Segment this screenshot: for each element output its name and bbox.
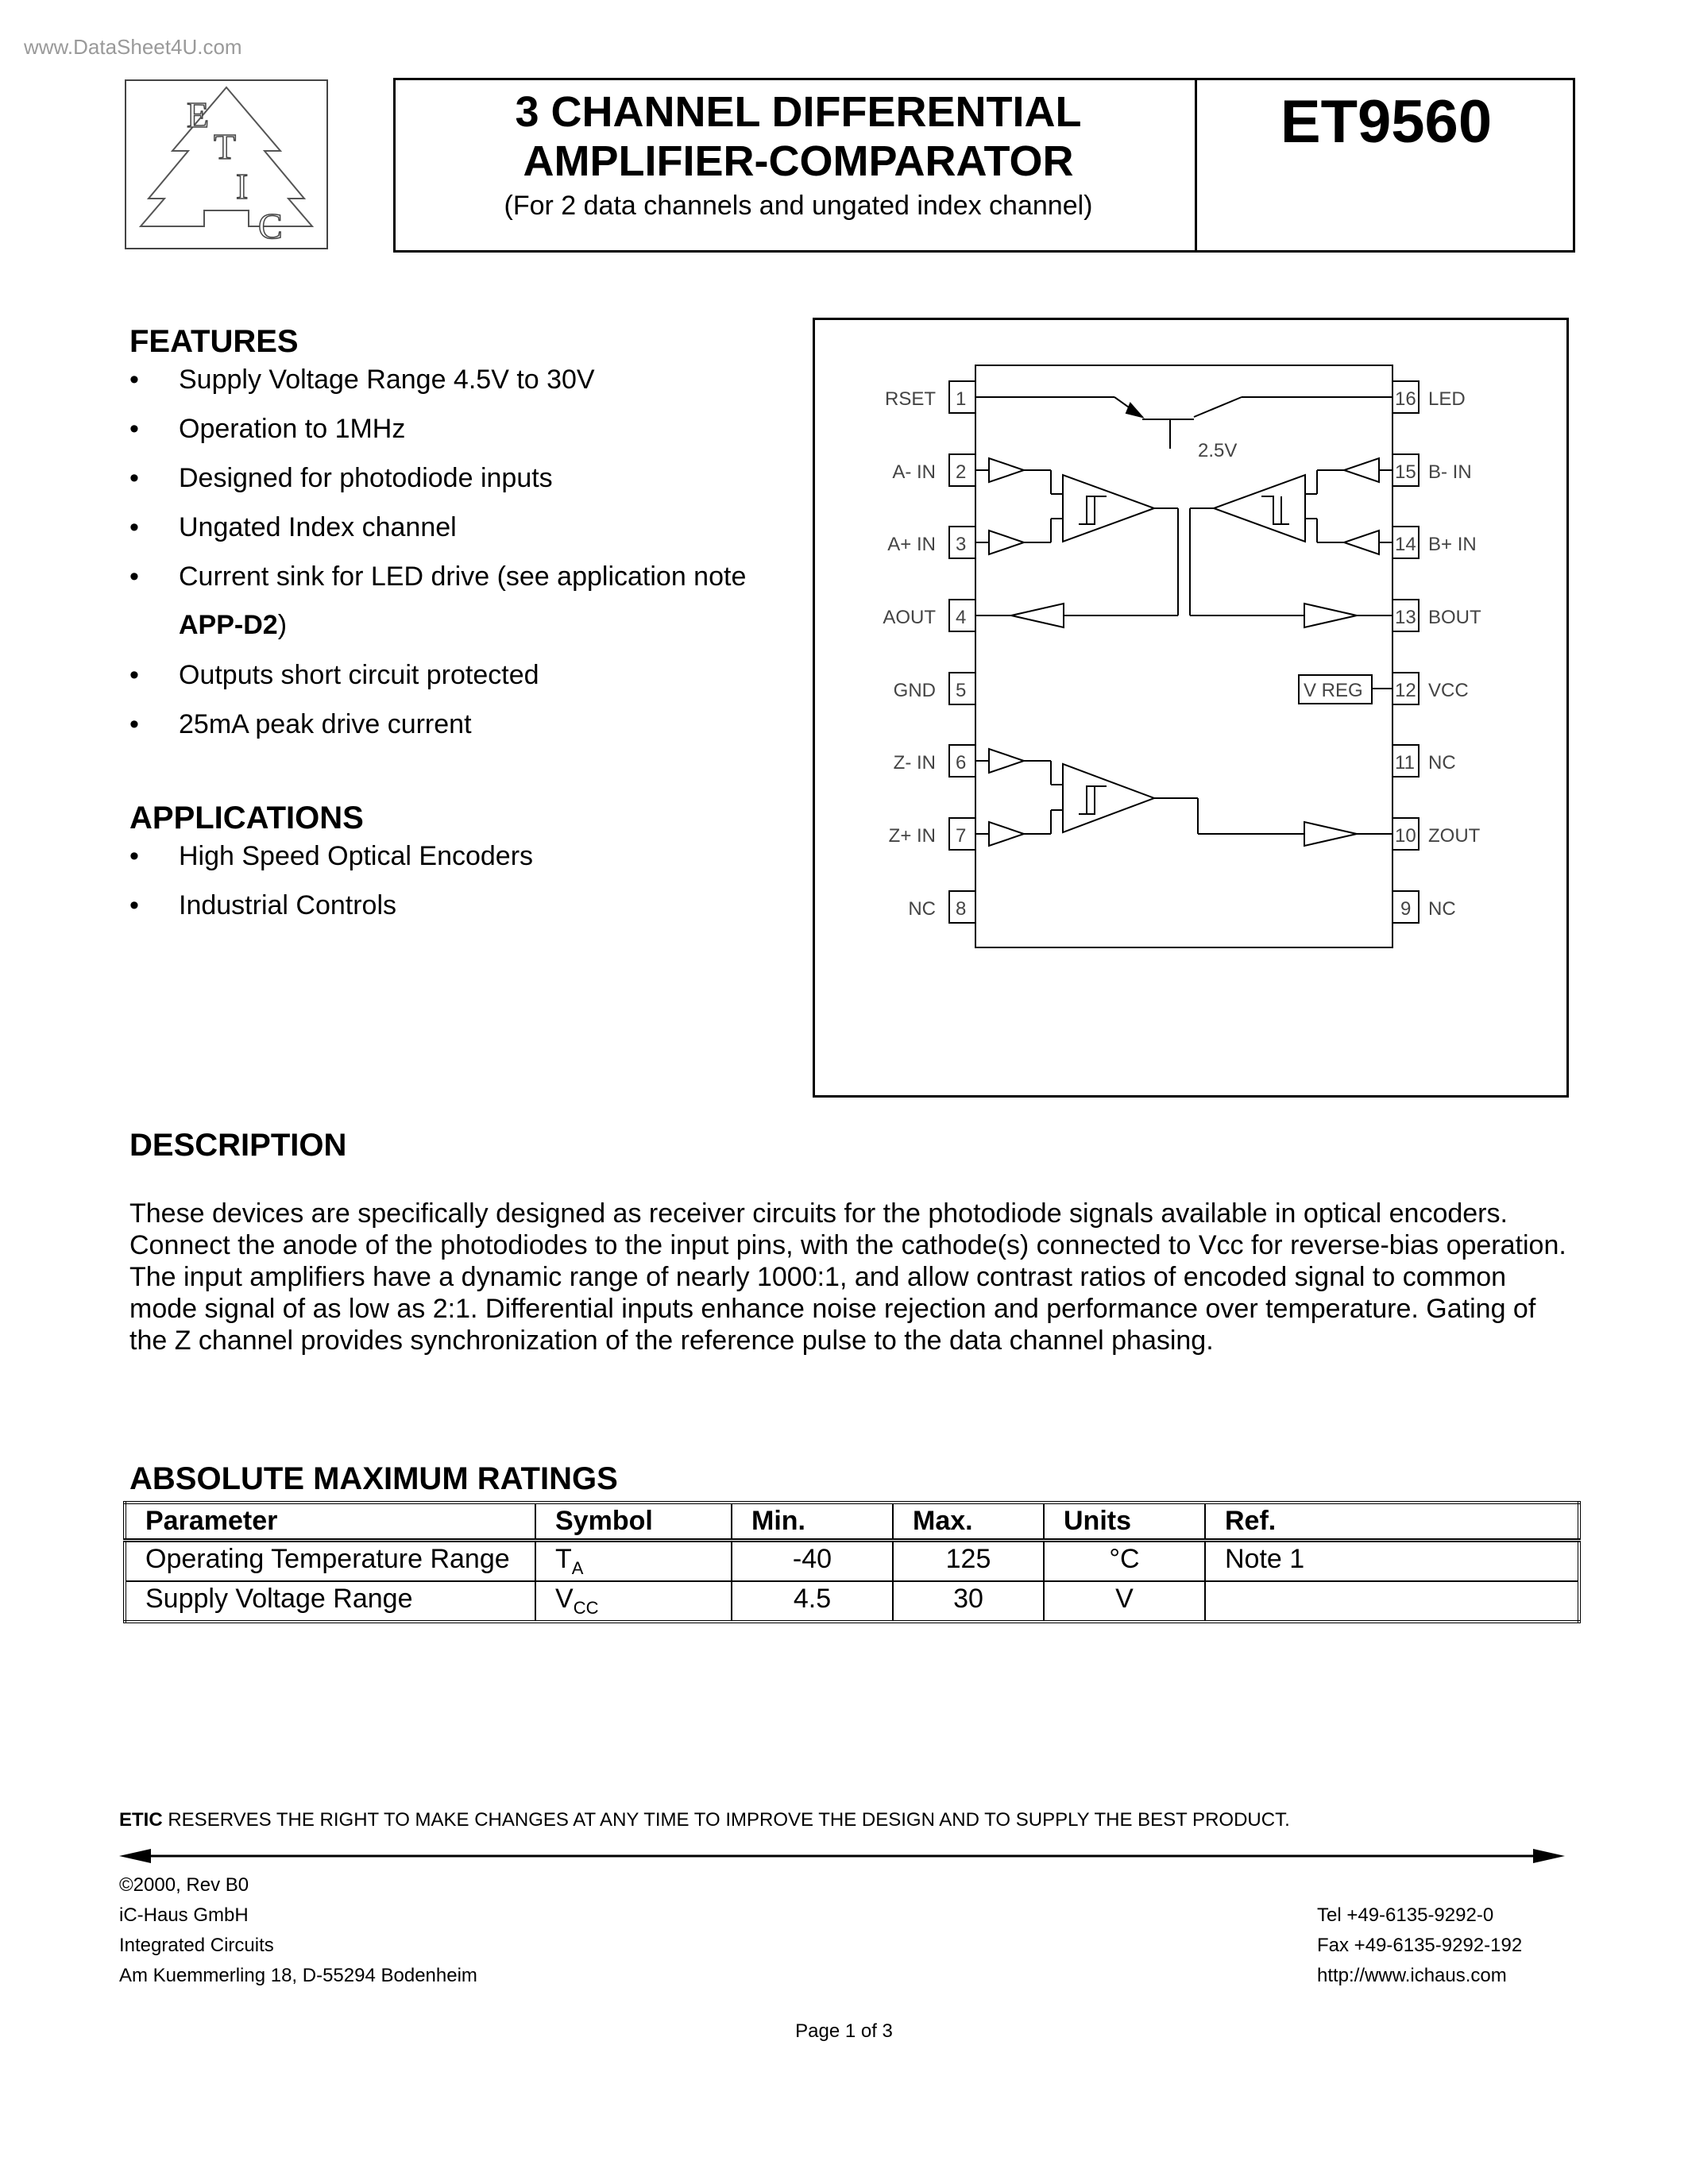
list-item: • Designed for photodiode inputs (129, 463, 553, 493)
cell-max: 30 (893, 1581, 1044, 1622)
cell-units: V (1044, 1581, 1205, 1622)
ratings-table (123, 1501, 1581, 1623)
cell-max: 125 (893, 1541, 1044, 1581)
column-header: Parameter (125, 1503, 535, 1541)
pin-label: VCC (1428, 680, 1469, 701)
pin-number: 14 (1395, 534, 1416, 555)
feature-text: 25mA peak drive current (179, 709, 472, 739)
pin-number: 9 (1400, 898, 1412, 920)
telephone: Tel +49-6135-9292-0 (1317, 1904, 1494, 1926)
pin-label: Z+ IN (888, 825, 936, 847)
pin-label: NC (1428, 898, 1456, 920)
pin-label: NC (908, 898, 936, 920)
column-header: Symbol (535, 1503, 732, 1541)
symbol-main: T (555, 1544, 572, 1574)
pin-label: Z- IN (893, 752, 936, 774)
pin-label: A+ IN (887, 534, 936, 555)
list-item: • Operation to 1MHz (129, 414, 406, 444)
page-number: Page 1 of 3 (795, 2020, 893, 2042)
list-item: • Supply Voltage Range 4.5V to 30V (129, 365, 595, 395)
feature-text: Operation to 1MHz (179, 414, 406, 444)
pin-number: 2 (956, 461, 967, 483)
features-heading: FEATURES (129, 324, 299, 359)
app-note-ref: APP-D2 (179, 610, 278, 640)
pin-label: B+ IN (1428, 534, 1477, 555)
cell-units: °C (1044, 1541, 1205, 1581)
pin-number: 5 (956, 680, 967, 701)
feature-text: Ungated Index channel (179, 512, 457, 542)
applications-list (129, 840, 533, 939)
application-text: High Speed Optical Encoders (179, 841, 534, 871)
column-header: Max. (893, 1503, 1044, 1541)
column-header: Min. (732, 1503, 893, 1541)
list-item: • Industrial Controls (129, 890, 397, 920)
cell-min: 4.5 (732, 1581, 893, 1622)
logo-letter-e: E (187, 95, 210, 135)
feature-text: Designed for photodiode inputs (179, 463, 553, 493)
cell-min: -40 (732, 1541, 893, 1581)
table-row (125, 1541, 1579, 1581)
pin-number: 10 (1395, 825, 1416, 847)
feature-continuation (179, 610, 287, 641)
pin-label: B- IN (1428, 461, 1472, 483)
pin-number: 8 (956, 898, 967, 920)
company-division: Integrated Circuits (119, 1935, 274, 1956)
copyright: ©2000, Rev B0 (119, 1874, 249, 1896)
applications-heading: APPLICATIONS (129, 801, 364, 835)
column-header: Ref. (1205, 1503, 1579, 1541)
company-name: iC-Haus GmbH (119, 1904, 249, 1926)
list-item: • Ungated Index channel (129, 512, 457, 542)
part-number: ET9560 (1280, 88, 1493, 156)
pin-label: NC (1428, 752, 1456, 774)
disclaimer (119, 1809, 1290, 1831)
feature-text: Outputs short circuit protected (179, 660, 539, 690)
pin-label: AOUT (883, 607, 936, 628)
company-address: Am Kuemmerling 18, D-55294 Bodenheim (119, 1965, 477, 1986)
cell-symbol (535, 1581, 732, 1622)
pin-label: A- IN (892, 461, 936, 483)
disclaimer-text: RESERVES THE RIGHT TO MAKE CHANGES AT ANY TIME TO IMPROVE THE DESIGN AND TO SUPPLY THE BEST PRODUCT. (162, 1809, 1290, 1831)
pin-number: 11 (1395, 752, 1415, 774)
column-header: Units (1044, 1503, 1205, 1541)
pin-number: 4 (956, 607, 967, 628)
pin-number: 16 (1395, 388, 1416, 410)
pin-number: 15 (1395, 461, 1416, 483)
pin-label: BOUT (1428, 607, 1481, 628)
list-item: • Current sink for LED drive (see application note (129, 561, 747, 592)
ratings-heading: ABSOLUTE MAXIMUM RATINGS (129, 1461, 618, 1496)
pin-label: GND (893, 680, 936, 701)
cell-symbol (535, 1541, 732, 1581)
cell-ref (1205, 1581, 1579, 1622)
feature-continuation-tail: ) (277, 610, 288, 640)
list-item: • High Speed Optical Encoders (129, 841, 534, 871)
list-item: • 25mA peak drive current (129, 709, 472, 739)
table-row (125, 1581, 1579, 1622)
table-header-row (125, 1503, 1579, 1541)
pin-number: 7 (956, 825, 967, 847)
title-line-1: 3 CHANNEL DIFFERENTIAL (515, 88, 1082, 136)
pin-label: LED (1428, 388, 1466, 410)
pin-label: ZOUT (1428, 825, 1481, 847)
list-item: • Outputs short circuit protected (129, 660, 539, 690)
description-heading: DESCRIPTION (129, 1128, 347, 1163)
logo-letter-t: T (214, 126, 237, 167)
pin-number: 6 (956, 752, 967, 774)
watermark-url: www.DataSheet4U.com (24, 35, 242, 59)
etic-logo (125, 79, 328, 249)
pin-number: 1 (956, 388, 967, 410)
pin-label: RSET (884, 388, 936, 410)
pin-number: 3 (956, 534, 967, 555)
pin-number: 13 (1395, 607, 1416, 628)
logo-letter-c: C (258, 206, 283, 246)
pin-number: 12 (1395, 680, 1416, 701)
disclaimer-company: ETIC (119, 1809, 163, 1831)
subtitle: (For 2 data channels and ungated index channel) (504, 191, 1093, 221)
fax: Fax +49-6135-9292-192 (1317, 1935, 1523, 1956)
feature-text: Current sink for LED drive (see application note (179, 561, 747, 592)
logo-letter-i: I (236, 166, 249, 206)
symbol-sub: CC (573, 1597, 599, 1618)
application-text: Industrial Controls (179, 890, 397, 920)
title-line-2: AMPLIFIER-COMPARATOR (523, 137, 1074, 185)
features-list-cont (129, 659, 539, 758)
features-list (129, 364, 746, 610)
cell-parameter: Operating Temperature Range (125, 1541, 535, 1581)
vreg-label: V REG (1304, 680, 1363, 701)
symbol-main: V (555, 1583, 574, 1614)
block-diagram (813, 318, 1569, 1098)
description-text: These devices are specifically designed as receiver circuits for the photodiode signals available in optical encoders. Connect the anode of the photodiodes to the input pins, with the cathode(s) connected to Vcc for reverse-bias operation. The input amplifiers have a dynamic range of nearly 1000:1, and allow contrast ratios of encoded signal to common mode signal of as low as 2:1. Differential inputs enhance noise rejection and performance over temperature. Gating of the Z channel provides synchronization of the reference pulse to the data channel phasing. (129, 1198, 1566, 1356)
cell-ref: Note 1 (1205, 1541, 1579, 1581)
double-arrow-rule (119, 1844, 1565, 1868)
symbol-sub: A (571, 1557, 584, 1578)
cell-parameter: Supply Voltage Range (125, 1581, 535, 1622)
feature-text: Supply Voltage Range 4.5V to 30V (179, 365, 595, 395)
reference-voltage-label: 2.5V (1198, 440, 1238, 461)
website-link[interactable]: http://www.ichaus.com (1317, 1965, 1507, 1986)
